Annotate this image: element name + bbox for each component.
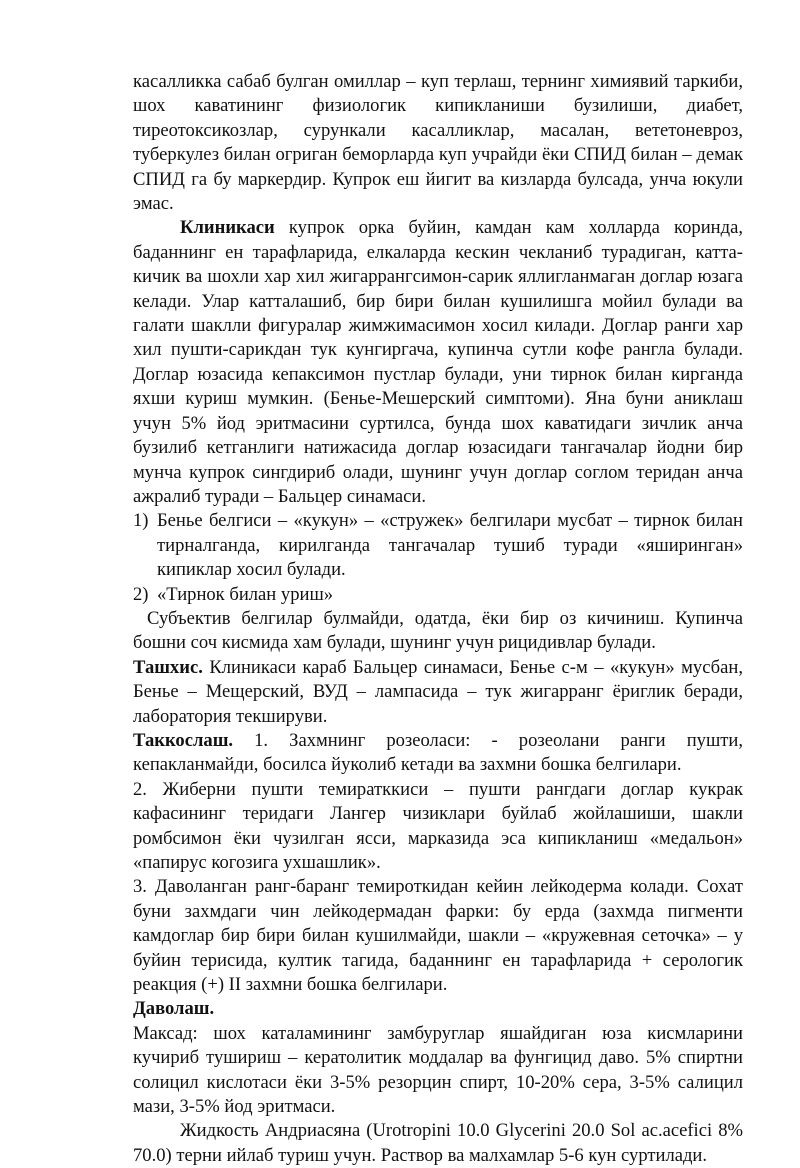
list-number: 1) [133,510,149,532]
treatment-paragraph: Максад: шох каталамининг замбуруглар яшайдиган юза кисмларини кучириб тушириш – кератолитик моддалар ва фунгицид даво. 5% спиртни солицил кислотаси ёки 3-5% резорцин спирт, 10-20% сера, 3-5% салицил мази, 3-5% йод эритмаси. [133,1022,743,1118]
differential-item-3: 3. Даволанган ранг-баранг темироткидан кейин лейкодерма колади. Сохат буни захмдаги чин лейкодермадан фарки: бу ерда (захмда пигменти камдоглар бир бири билан кушилмайди, шакли – «кружевная сеточка» – у буйин терисида, култик тагида, баданнинг ен тарафларида + серологик реакция (+) II захмни бошка белгилари. [133,876,743,996]
differential-paragraph [133,729,743,778]
differential-heading: Таккослаш. [133,729,234,751]
andriasyan-paragraph: Жидкость Андриасяна (Urotropini 10.0 Glycerini 20.0 Sol ac.acefici 8% 70.0) терни ийлаб туриш учун. Раствор ва малхамлар 5-6 кун суртилади. [133,1120,743,1166]
diagnosis-text: Клиникаси караб Бальцер синамаси, Бенье с-м – «кукун» мусбан, Бенье – Мещерский, ВУД – лампасида – тук жигарранг ёриглик беради, лаборатория текшируви. [133,656,743,727]
subjective-paragraph: Субъектив белгилар булмайди, одатда, ёки бир оз кичиниш. Купинча бошни соч кисмида хам булади, шунинг учун рицидивлар булади. [133,607,743,654]
diagnosis-heading: Ташхис. [133,656,203,678]
diagnosis-paragraph [133,656,743,729]
list-text: Бенье белгиси – «кукун» – «стружек» белгилари мусбат – тирнок билан тирналганда, кирилганда тангачалар тушиб туради «яширинган» кипиклар хосил булади. [157,510,743,581]
treatment-heading: Даволаш. [133,998,215,1020]
clinic-paragraph [133,216,743,509]
list-text: «Тирнок билан уриш» [157,583,334,605]
list-item [133,583,743,607]
treatment-heading-line [133,997,743,1021]
list-item [133,509,743,582]
differential-text: 1. Захмнинг розеоласи: - розеолани ранги пушти, кепакланмайди, босилса йуколиб кетади ва захмни бошка белгилари. [133,729,743,776]
differential-item-2: 2. Жиберни пушти темиратккиси – пушти рангдаги доглар кукрак кафасининг теридаги Лангер чизиклари буйлаб жойлашиши, шакли ромбсимон ёки чузилган ясси, марказида эса кипикланиш «медальон» «папирус когозига ухшашлик». [133,778,743,873]
clinic-heading: Клиникаси [180,217,275,239]
intro-paragraph: касалликка сабаб булган омиллар – куп терлаш, тернинг химиявий таркиби, шох каватининг физиологик кипикланиши бузилиши, диабет, тиреотоксикозлар, сурункали касалликлар, масалан, вететоневроз, туберкулез билан огриган беморларда куп учрайди ёки СПИД билан – демак СПИД га бу маркердир. Купрок еш йигит ва кизларда булсада, унча юкули эмас. [133,71,743,215]
document-body [133,70,743,1168]
clinic-text: купрок орка буйин, камдан кам холларда коринда, баданнинг ен тарафларида, елкаларда кескин чекланиб турадиган, катта-кичик ва шохли хар хил жигаррангсимон-сарик яллигланмаган доглар юзага келади. Улар катталашиб, бир бири билан кушилишга мойил булади ва галати шаклли фигуралар жимжимасимон хосил килади. Доглар ранги хар хил пушти-сарикдан тук кунгиргача, купинча сутли кофе рангла булади. Доглар юзасида кепаксимон пустлар булади, уни тирнок билан кирганда яхши куриш мумкин. (Бенье-Мешерский симптоми). Яна буни аниклаш учун 5% йод эритмасини суртилса, бунда шох каватидаги зичлик анча бузилиб кетганлиги натижасида доглар юзасидаги тангачалар йодни бир мунча купрок сингдириб олади, шунинг учун доглар соглом теридан анча ажралиб туради – Бальцер синамаси. [133,217,743,507]
list-number: 2) [133,583,149,605]
